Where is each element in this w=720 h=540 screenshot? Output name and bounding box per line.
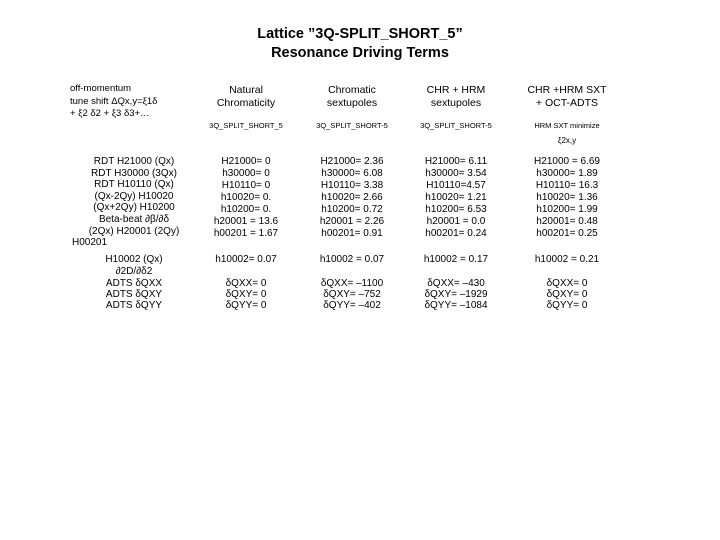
- value-cell: H10110=4.57: [426, 180, 486, 191]
- column-header: [70, 83, 196, 121]
- value-cell: h00201 = 1.67: [213, 228, 279, 239]
- column-header-line: + ξ2 δ2 + ξ3 δ3+…: [70, 108, 150, 119]
- row-label: RDT H10110 (Qx): [94, 179, 174, 191]
- value-cell: δQXX= 0: [225, 278, 267, 289]
- value-cell: h00201= 0.24: [425, 228, 487, 239]
- row-label: RDT H21000 (Qx): [93, 156, 175, 167]
- value-cell: h30000= 6.08: [321, 168, 383, 179]
- row-label: (Qx-2Qy) H10020: [94, 190, 174, 202]
- value-cell: H10110= 0: [221, 180, 271, 191]
- row-label: H00201: [72, 237, 108, 249]
- value-cell: h20001 = 0.0: [426, 216, 486, 227]
- value-cell: H21000= 6.11: [424, 156, 488, 167]
- value-cell: h30000= 1.89: [536, 168, 598, 179]
- value-cell: h10002 = 0.17: [423, 254, 489, 265]
- row-label: RDT H30000 (3Qx): [91, 167, 177, 179]
- value-cell: h10002= 0.07: [215, 254, 277, 265]
- value-cell: δQYY= 0: [225, 300, 267, 312]
- value-cell: H21000 = 6.69: [534, 156, 600, 167]
- value-cell: h20001= 0.48: [536, 216, 598, 227]
- row-label: ADTS δQYY: [105, 300, 163, 312]
- row-label: ADTS δQXX: [105, 278, 163, 289]
- column-header-line: off-momentum: [70, 83, 132, 94]
- column-header: [508, 84, 626, 109]
- column-header-line: tune shift ΔQx,y=ξ1δ: [70, 95, 158, 107]
- column-header: [300, 84, 404, 109]
- value-cell: H21000= 0: [221, 156, 271, 167]
- value-cell: h10200= 1.99: [536, 204, 598, 215]
- value-cell: H21000= 2.36: [320, 156, 384, 167]
- column-subheader: 3Q_SPLIT_SHORT_5: [209, 121, 283, 130]
- value-cell: δQXX= –1100: [320, 278, 384, 289]
- value-cell: δQYY= 0: [546, 300, 588, 312]
- value-cell: δQXX= 0: [546, 278, 588, 289]
- column-header: [196, 84, 296, 109]
- column-header: [404, 84, 508, 109]
- value-cell: δQXY= 0: [546, 289, 588, 301]
- value-cell: h10020= 1.21: [425, 192, 487, 203]
- value-cell: h00201= 0.91: [321, 228, 383, 239]
- value-cell: h00201= 0.25: [536, 228, 598, 239]
- value-cell: h10020= 2.66: [321, 192, 383, 203]
- column-header-line: Chromatic: [328, 84, 376, 96]
- value-cell: h30000= 3.54: [425, 168, 487, 179]
- column-subheader: HRM SXT minimize: [534, 121, 600, 130]
- column-header-line: CHR + HRM: [426, 84, 486, 96]
- column-subheader: 3Q_SPLIT_SHORT-5: [420, 121, 492, 130]
- column-subheader-symbol: ξ2x,y: [557, 136, 577, 145]
- row-label: H10002 (Qx): [105, 254, 163, 265]
- value-cell: h20001 = 13.6: [213, 216, 279, 227]
- column-subheader: 3Q_SPLIT_SHORT-5: [316, 121, 388, 130]
- value-cell: h10200= 6.53: [425, 204, 487, 215]
- value-cell: δQXX= –430: [427, 278, 485, 289]
- row-label: ADTS δQXY: [105, 289, 163, 301]
- value-cell: h10200= 0.72: [321, 204, 383, 215]
- value-cell: h10002 = 0.07: [319, 254, 385, 265]
- value-cell: h30000= 0: [222, 168, 270, 179]
- value-cell: h10020= 1.36: [536, 192, 598, 203]
- value-cell: h10200= 0.: [220, 204, 272, 215]
- column-header-line: Chromaticity: [216, 96, 276, 109]
- value-cell: δQYY= –1084: [424, 300, 488, 312]
- column-header-line: sextupoles: [430, 96, 482, 109]
- column-header-line: CHR +HRM SXT: [527, 84, 607, 96]
- value-cell: H10110= 16.3: [535, 180, 599, 191]
- slide-subtitle: Resonance Driving Terms: [271, 45, 449, 61]
- value-cell: δQYY= –402: [323, 300, 381, 312]
- row-label: (2Qx) H20001 (2Qy): [88, 225, 180, 237]
- value-cell: δQXY= –752: [323, 289, 381, 301]
- value-cell: h10020= 0.: [220, 192, 272, 203]
- value-cell: δQXY= 0: [225, 289, 267, 301]
- value-cell: δQXY= –1929: [424, 289, 488, 301]
- column-header-line: + OCT-ADTS: [535, 96, 599, 109]
- column-header-line: sextupoles: [326, 96, 378, 109]
- column-header-line: Natural: [229, 84, 263, 96]
- slide-title: Lattice ”3Q-SPLIT_SHORT_5”: [257, 26, 463, 42]
- value-cell: h20001 = 2.26: [319, 216, 385, 227]
- row-label: (Qx+2Qy) H10200: [93, 202, 175, 214]
- row-label: ∂2D/∂δ2: [115, 265, 153, 277]
- row-label: Beta-beat ∂β/∂δ: [98, 214, 170, 225]
- value-cell: H10110= 3.38: [320, 180, 384, 191]
- value-cell: h10002 = 0.21: [534, 254, 600, 265]
